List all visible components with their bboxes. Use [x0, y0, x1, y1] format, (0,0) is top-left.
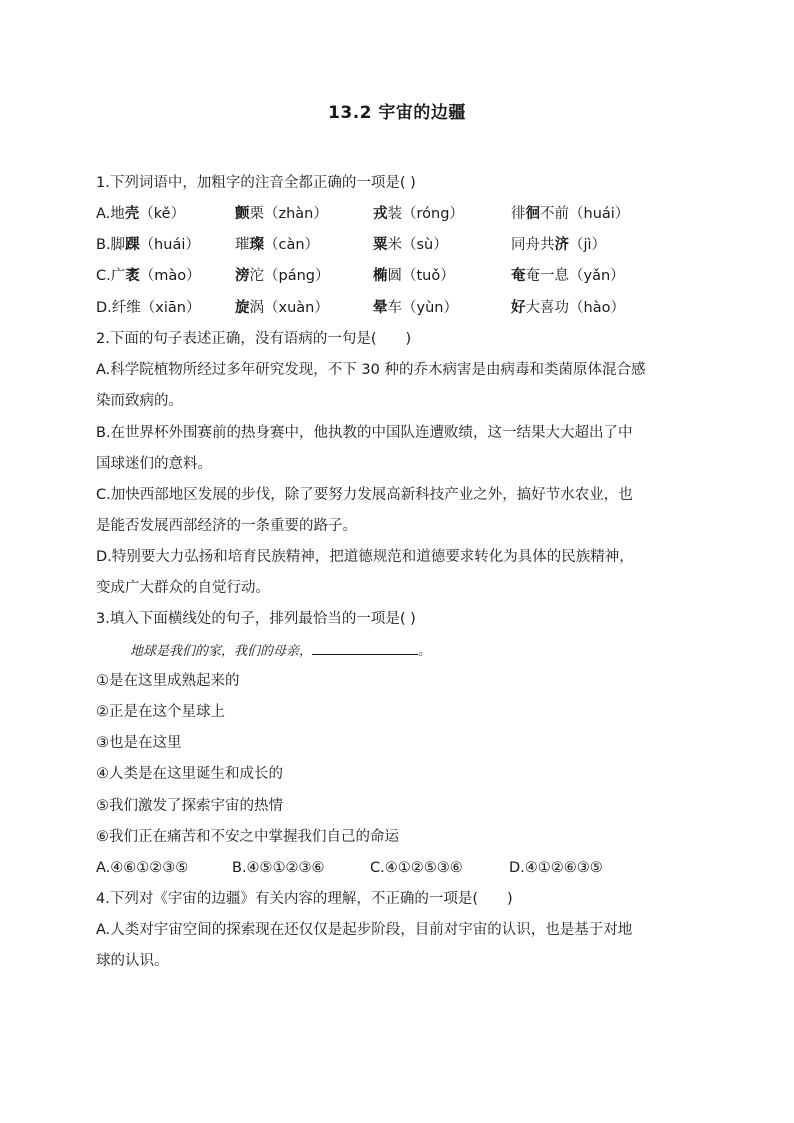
- q2-text-line: 国球迷们的意料。: [96, 456, 212, 472]
- q4-text-line: 球的认识。: [96, 953, 169, 969]
- q2-text-line: C.加快西部地区发展的步伐，除了要努力发展高新科技产业之外，搞好节水农业，也: [96, 487, 633, 503]
- page-title: 13.2 宇宙的边疆: [328, 103, 466, 123]
- q1-row-d-cell-3: 晕车（yùn）: [373, 300, 458, 316]
- q1-row-a-cell-4: 徘徊不前（huái）: [511, 206, 630, 222]
- q3-item: ②正是在这个星球上: [96, 704, 225, 720]
- q1-row-b-cell-4: 同舟共济（jì）: [511, 237, 607, 253]
- q3-option-a: A.④⑥①②③⑤: [96, 860, 189, 876]
- q1-row-c-cell-1: C.广袤（mào）: [96, 268, 201, 284]
- q2-text-line: 染而致病的。: [96, 393, 183, 409]
- question-1-stem: 1.下列词语中，加粗字的注音全都正确的一项是( ): [96, 175, 416, 191]
- q2-text-line: 变成广大群众的自觉行动。: [96, 580, 270, 596]
- fill-blank: [312, 640, 418, 655]
- q1-row-b-cell-1: B.脚踝（huái）: [96, 237, 200, 253]
- q2-text-line: 是能否发展西部经济的一条重要的路子。: [96, 518, 357, 534]
- q3-option-c: C.④①②⑤③⑥: [370, 860, 463, 876]
- q3-item: ④人类是在这里诞生和成长的: [96, 766, 283, 782]
- q1-row-d-cell-1: D.纤维（xiān）: [96, 300, 201, 316]
- q3-item: ③也是在这里: [96, 735, 182, 751]
- q3-prompt-sentence: 地球是我们的家，我们的母亲， 。: [130, 640, 431, 662]
- q1-row-a-cell-1: A.地壳（kě）: [96, 206, 186, 222]
- q4-text-line: A.人类对宇宙空间的探索现在还仅仅是起步阶段，目前对宇宙的认识，也是基于对地: [96, 922, 633, 938]
- q1-row-b-cell-3: 粟米（sù）: [373, 237, 448, 253]
- q1-row-c-cell-3: 椭圆（tuǒ）: [373, 268, 455, 284]
- q1-row-d-cell-2: 旋涡（xuàn）: [235, 300, 329, 316]
- q3-option-b: B.④⑤①②③⑥: [232, 860, 325, 876]
- q3-option-d: D.④①②⑥③⑤: [509, 860, 603, 876]
- q1-row-a-cell-2: 颤栗（zhàn）: [235, 206, 328, 222]
- q1-row-b-cell-2: 璀璨（càn）: [235, 237, 320, 253]
- q3-item: ⑤我们激发了探索宇宙的热情: [96, 798, 283, 814]
- q2-text-line: A.科学院植物所经过多年研究发现，不下 30 种的乔木病害是由病毒和类菌原体混合感: [96, 362, 646, 378]
- q3-item: ⑥我们正在痛苦和不安之中掌握我们自己的命运: [96, 829, 399, 845]
- q1-row-c-cell-4: 奄奄一息（yǎn）: [511, 268, 625, 284]
- q2-text-line: B.在世界杯外围赛前的热身赛中，他执教的中国队连遭败绩，这一结果大大超出了中: [96, 425, 633, 441]
- q1-row-d-cell-4: 好大喜功（hào）: [511, 300, 625, 316]
- question-3-stem: 3.填入下面横线处的句子，排列最恰当的一项是( ): [96, 611, 416, 627]
- q2-text-line: D.特别要大力弘扬和培育民族精神，把道德规范和道德要求转化为具体的民族精神，: [96, 549, 634, 565]
- q1-row-a-cell-3: 戎装（róng）: [373, 206, 464, 222]
- question-2-stem: 2.下面的句子表述正确，没有语病的一句是( ): [96, 331, 412, 347]
- question-4-stem: 4.下列对《宇宙的边疆》有关内容的理解，不正确的一项是( ): [96, 891, 513, 907]
- q3-item: ①是在这里成熟起来的: [96, 673, 240, 689]
- q1-row-c-cell-2: 滂沱（páng）: [235, 268, 330, 284]
